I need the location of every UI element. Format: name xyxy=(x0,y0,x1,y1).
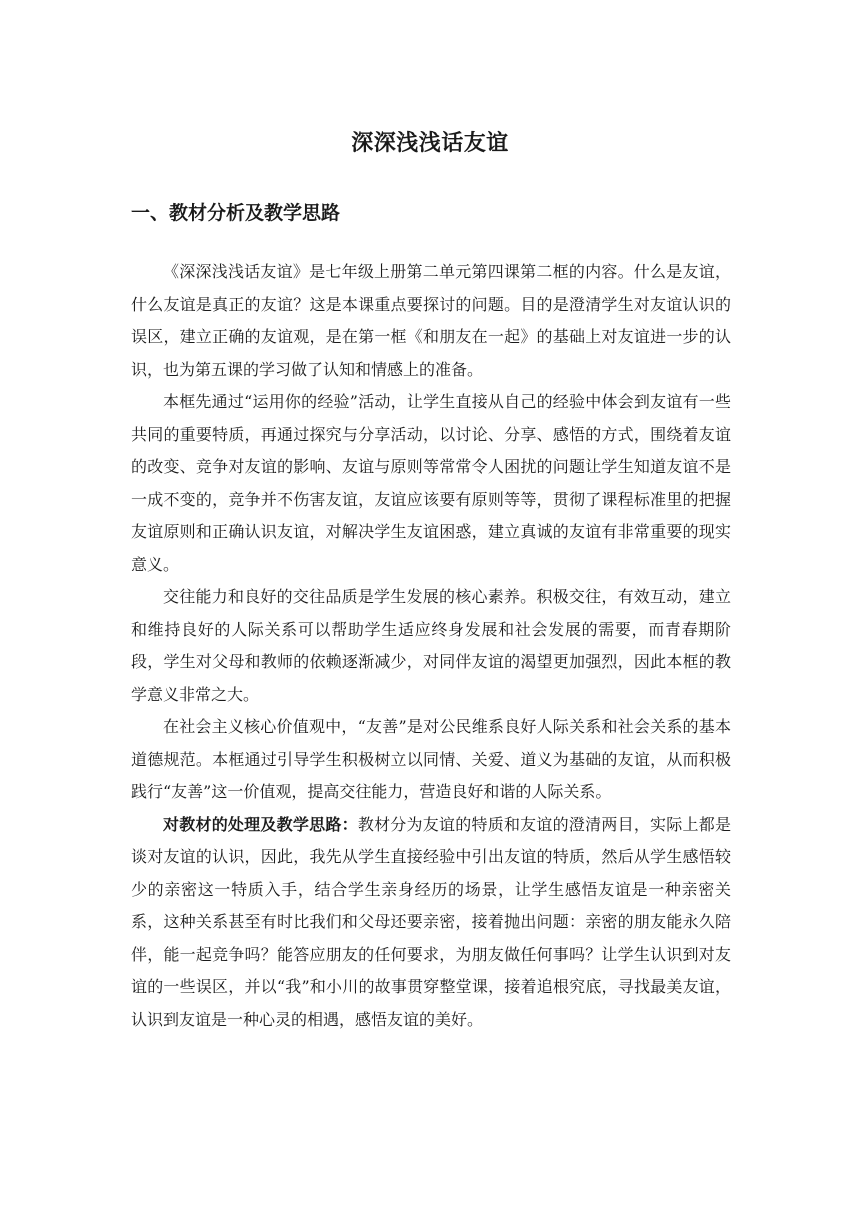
section-heading: 一、教材分析及教学思路 xyxy=(131,202,341,224)
paragraph-3: 交往能力和良好的交往品质是学生发展的核心素养。积极交往，有效互动，建立和维持良好的人际关系可以帮助学生适应终身发展和社会发展的需要，而青春期阶段，学生对父母和教师的依赖逐渐减少，对同伴友谊的渴望更加强烈，因此本框的教学意义非常之大。 xyxy=(131,587,731,704)
paragraph-5-text: 教材分为友谊的特质和友谊的澄清两目，实际上都是谈对友谊的认识，因此，我先从学生直接经验中引出友谊的特质，然后从学生感悟较少的亲密这一特质入手，结合学生亲身经历的场景，让学生感悟友谊是一种亲密关系，这种关系甚至有时比我们和父母还要亲密，接着抛出问题：亲密的朋友能永久陪伴，能一起竞争吗？能答应朋友的任何要求，为朋友做任何事吗？让学生认识到对友谊的一些误区，并以“我”和小川的故事贯穿整堂课，接着追根究底，寻找最美友谊，认识到友谊是一种心灵的相遇，感悟友谊的美好。 xyxy=(131,814,731,1029)
paragraph-5 xyxy=(131,809,731,1037)
paragraph-1: 《深深浅浅话友谊》是七年级上册第二单元第四课第二框的内容。什么是友谊，什么友谊是真正的友谊？这是本课重点要探讨的问题。目的是澄清学生对友谊认识的误区，建立正确的友谊观，是在第一框《和朋友在一起》的基础上对友谊进一步的认识，也为第五课的学习做了认知和情感上的准备。 xyxy=(131,262,731,379)
paragraph-2: 本框先通过“运用你的经验”活动，让学生直接从自己的经验中体会到友谊有一些共同的重要特质，再通过探究与分享活动，以讨论、分享、感悟的方式，围绕着友谊的改变、竞争对友谊的影响、友谊与原则等常常令人困扰的问题让学生知道友谊不是一成不变的，竞争并不伤害友谊，友谊应该要有原则等等，贯彻了课程标准里的把握友谊原则和正确认识友谊，对解决学生友谊困惑，建立真诚的友谊有非常重要的现实意义。 xyxy=(131,392,731,574)
paragraph-4: 在社会主义核心价值观中，“友善”是对公民维系良好人际关系和社会关系的基本道德规范。本框通过引导学生积极树立以同情、关爱、道义为基础的友谊，从而积极践行“友善”这一价值观，提高交往能力，营造良好和谐的人际关系。 xyxy=(131,717,731,801)
document-body xyxy=(131,256,731,1036)
paragraph-lead: 对教材的处理及教学思路： xyxy=(163,814,358,834)
document-title: 深深浅浅话友谊 xyxy=(351,131,509,156)
